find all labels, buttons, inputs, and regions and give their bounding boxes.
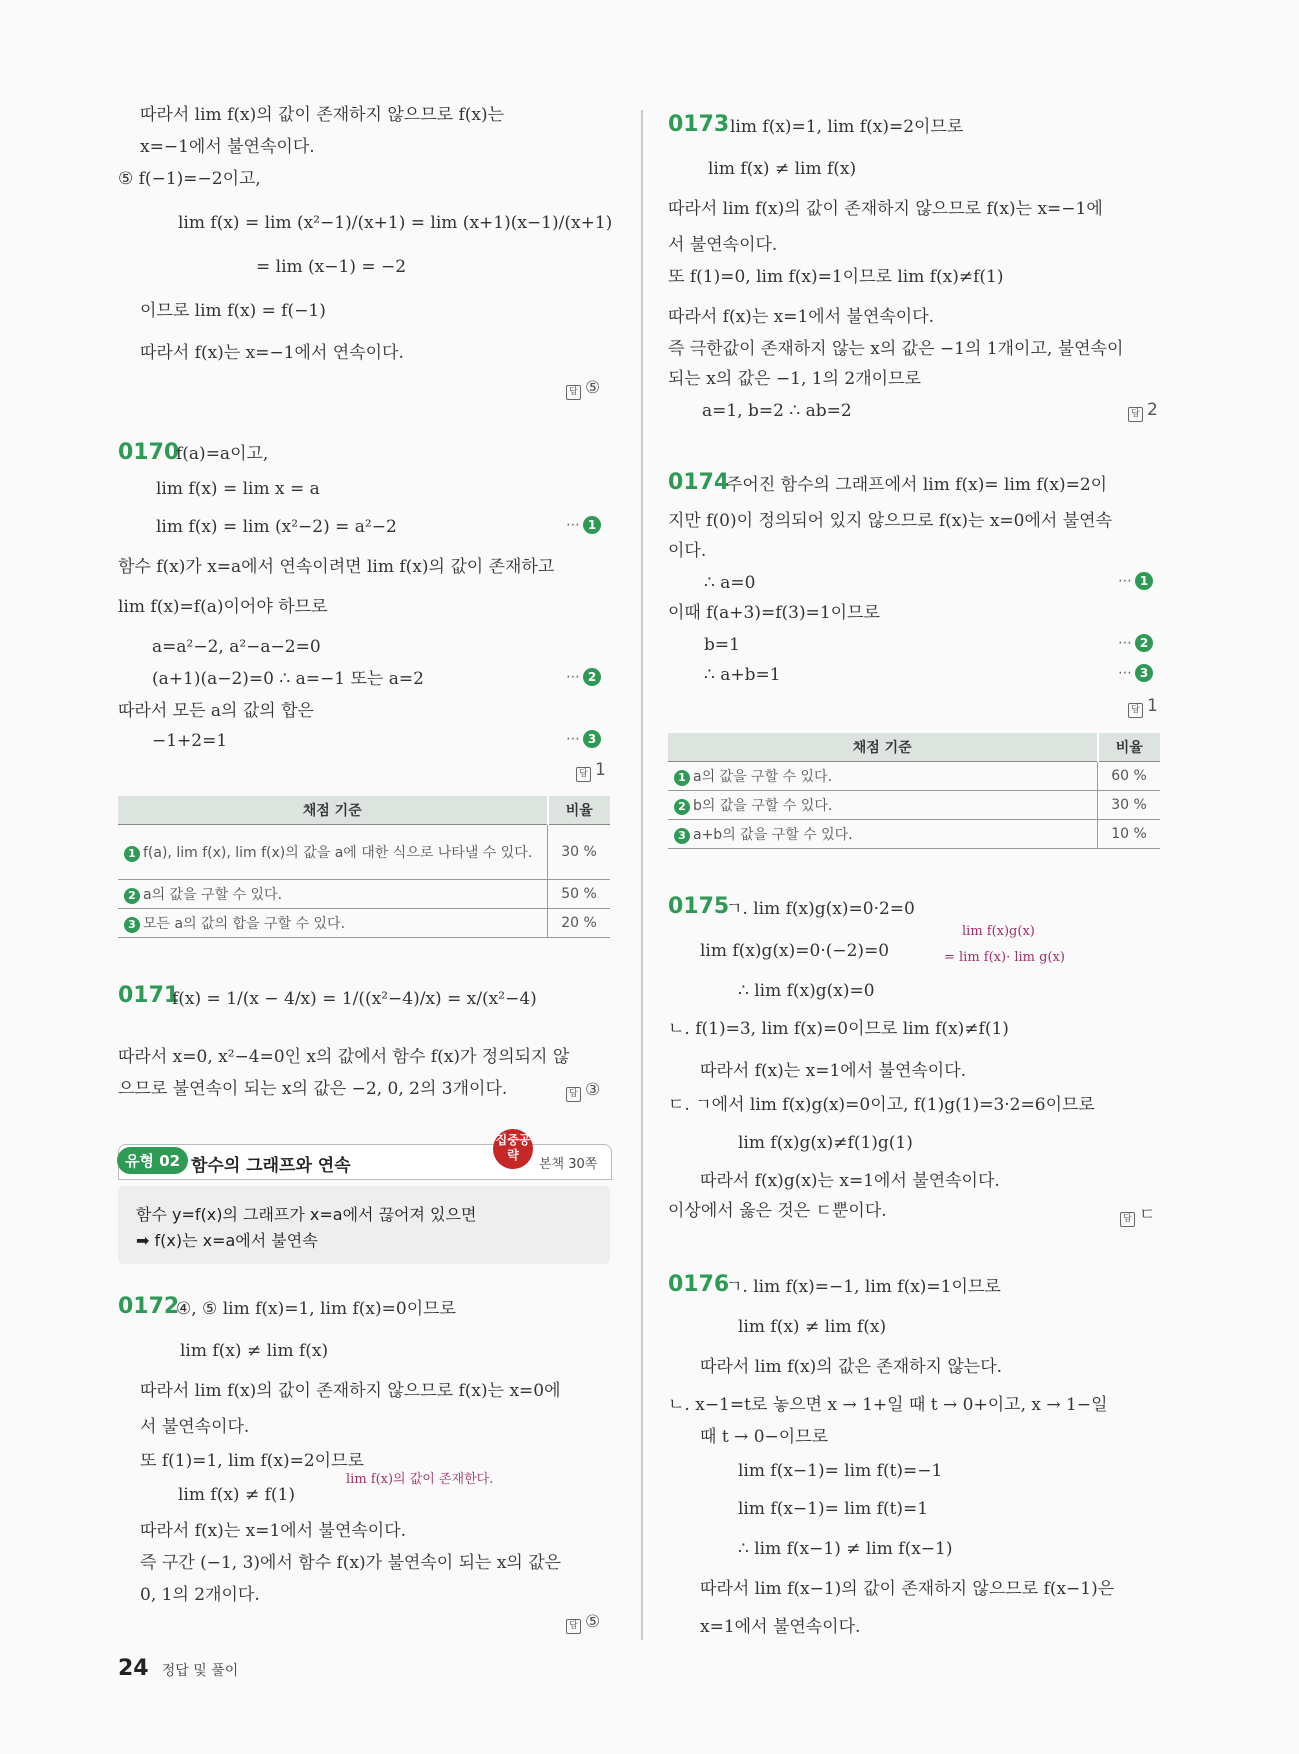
answer-mark: 답 ③ — [566, 1080, 600, 1102]
footer-label: 정답 및 풀이 — [161, 1663, 239, 1679]
formula-line: ∴ lim f(x−1) ≠ lim f(x−1) — [738, 1539, 953, 1559]
text-line: 이때 f(a+3)=f(3)=1이므로 — [668, 603, 880, 623]
problem-number: 0170 — [118, 440, 180, 465]
table-row: 2 b의 값을 구할 수 있다. 30 % — [668, 791, 1160, 820]
text-line: 이상에서 옳은 것은 ㄷ뿐이다. — [668, 1201, 887, 1221]
text-line: ④, ⑤ lim f(x)=1, lim f(x)=0이므로 — [176, 1299, 456, 1319]
formula-line: a=1, b=2 ∴ ab=2 — [702, 401, 852, 421]
formula-line: = lim (x−1) = −2 — [256, 257, 407, 277]
annotation-note: lim f(x)의 값이 존재한다. — [346, 1472, 494, 1487]
text-line: 따라서 f(x)g(x)는 x=1에서 불연속이다. — [700, 1171, 1000, 1191]
problem-number: 0176 — [668, 1272, 730, 1297]
table-row: 3 a+b의 값을 구할 수 있다. 10 % — [668, 820, 1160, 849]
text-line: 때 t → 0−이므로 — [700, 1427, 829, 1447]
formula-line: lim f(x) ≠ f(1) — [178, 1485, 295, 1505]
text-line: ㄱ. lim f(x)=−1, lim f(x)=1이므로 — [726, 1277, 1001, 1297]
step-marker: ⋯ 3 — [1118, 664, 1153, 682]
answer-icon: 답 — [1128, 407, 1143, 422]
text-line: 또 f(1)=1, lim f(x)=2이므로 — [140, 1451, 364, 1471]
formula-line: lim f(x) ≠ lim f(x) — [180, 1341, 329, 1361]
text-line: 따라서 f(x)는 x=−1에서 연속이다. — [140, 343, 404, 363]
text-line: 지만 f(0)이 정의되어 있지 않으므로 f(x)는 x=0에서 불연속 — [668, 511, 1113, 531]
text-line: f(a)=a이고, — [176, 444, 269, 464]
text-line: 또 f(1)=0, lim f(x)=1이므로 lim f(x)≠f(1) — [668, 267, 1004, 287]
table-header: 채점 기준 — [118, 796, 548, 825]
answer-icon: 답 — [566, 385, 581, 400]
table-row: 2 a의 값을 구할 수 있다. 50 % — [118, 880, 610, 909]
text-line: 따라서 lim f(x−1)의 값이 존재하지 않으므로 f(x−1)은 — [700, 1579, 1115, 1599]
step-marker: ⋯ 1 — [566, 516, 601, 534]
answer-mark: 답 1 — [576, 760, 606, 782]
answer-icon: 답 — [566, 1619, 581, 1634]
text-line: ㄴ. f(1)=3, lim f(x)=0이므로 lim f(x)≠f(1) — [668, 1019, 1009, 1039]
answer-mark: 답 1 — [1128, 696, 1158, 718]
formula-line: a=a²−2, a²−a−2=0 — [152, 637, 321, 657]
table-row: 1 f(a), lim f(x), lim f(x)의 값을 a에 대한 식으로 나타낼 수 있다. 30 % — [118, 825, 610, 880]
text-line: 서 불연속이다. — [140, 1417, 250, 1437]
table-header: 채점 기준 — [668, 733, 1098, 762]
text-line: 따라서 f(x)는 x=1에서 불연속이다. — [700, 1061, 967, 1081]
answer-icon: 답 — [1120, 1212, 1135, 1227]
text-line: 되는 x의 값은 −1, 1의 2개이므로 — [668, 369, 921, 389]
formula-line: lim f(x)g(x)=0·(−2)=0 — [700, 941, 890, 961]
answer-mark: 답 ⑤ — [566, 1612, 600, 1634]
grading-table — [118, 796, 610, 938]
formula-line: lim f(x) ≠ lim f(x) — [738, 1317, 887, 1337]
text-line: 함수 f(x)가 x=a에서 연속이려면 lim f(x)의 값이 존재하고 — [118, 557, 555, 577]
column-divider — [641, 110, 643, 1640]
formula-line: (a+1)(a−2)=0 ∴ a=−1 또는 a=2 — [152, 669, 424, 689]
table-header: 비율 — [548, 796, 611, 825]
annotation-note: lim f(x)g(x) — [962, 924, 1035, 939]
formula-line: lim f(x−1)= lim f(t)=−1 — [738, 1461, 943, 1481]
text-line: ⑤ f(−1)=−2이고, — [118, 169, 261, 189]
answer-mark: 답 ⑤ — [566, 378, 600, 400]
text-line: 따라서 lim f(x)의 값은 존재하지 않는다. — [700, 1357, 1003, 1377]
answer-icon: 답 — [1128, 703, 1143, 718]
formula-line: ∴ a=0 — [704, 573, 756, 593]
text-line: 이므로 lim f(x) = f(−1) — [140, 301, 326, 321]
text-line: 따라서 모든 a의 값의 합은 — [118, 701, 314, 721]
formula-line: lim f(x)g(x)≠f(1)g(1) — [738, 1133, 913, 1153]
answer-mark: 답 ㄷ — [1120, 1200, 1155, 1227]
book-reference: 본책 30쪽 — [539, 1157, 598, 1172]
formula-line: lim f(x) = lim x = a — [156, 479, 320, 499]
text-line: ㄱ. lim f(x)g(x)=0·2=0 — [726, 899, 915, 919]
text-line: 따라서 f(x)는 x=1에서 불연속이다. — [140, 1521, 407, 1541]
problem-number: 0171 — [118, 983, 180, 1008]
formula-line: lim f(x) = lim (x²−1)/(x+1) = lim (x+1)(x−1)/(x+1) — [178, 213, 613, 233]
text-line: 으므로 불연속이 되는 x의 값은 −2, 0, 2의 3개이다. — [118, 1079, 508, 1099]
text-line: x=−1에서 불연속이다. — [140, 137, 315, 157]
formula-line: b=1 — [704, 635, 740, 655]
text-line: 따라서 f(x)는 x=1에서 불연속이다. — [668, 307, 935, 327]
text-line: 따라서 lim f(x)의 값이 존재하지 않으므로 f(x)는 — [140, 105, 505, 125]
grading-table — [668, 733, 1160, 849]
text-line: 서 불연속이다. — [668, 235, 778, 255]
annotation-note: = lim f(x)· lim g(x) — [944, 950, 1065, 965]
page-footer — [118, 1656, 238, 1681]
step-marker: ⋯ 3 — [566, 730, 601, 748]
focus-badge: 집중공략 — [493, 1129, 533, 1169]
page-number: 24 — [118, 1656, 149, 1681]
text-line: 0, 1의 2개이다. — [140, 1585, 260, 1605]
summary-line: 함수 y=f(x)의 그래프가 x=a에서 끊어져 있으면 — [136, 1205, 477, 1224]
problem-number: 0172 — [118, 1294, 180, 1319]
step-marker: ⋯ 1 — [1118, 572, 1153, 590]
problem-number: 0174 — [668, 470, 730, 495]
formula-line: lim f(x) = lim (x²−2) = a²−2 — [156, 517, 397, 537]
formula-line: lim f(x) ≠ lim f(x) — [708, 159, 857, 179]
text-line: 이다. — [668, 541, 707, 561]
table-row: 1 a의 값을 구할 수 있다. 60 % — [668, 762, 1160, 791]
type-badge: 유형 02 — [117, 1147, 188, 1174]
table-row: 3 모든 a의 값의 합을 구할 수 있다. 20 % — [118, 909, 610, 938]
text-line: 따라서 lim f(x)의 값이 존재하지 않으므로 f(x)는 x=0에 — [140, 1381, 561, 1401]
answer-mark: 답 2 — [1128, 400, 1158, 422]
text-line: x=1에서 불연속이다. — [700, 1617, 861, 1637]
answer-icon: 답 — [576, 767, 591, 782]
text-line: lim f(x)=f(a)이어야 하므로 — [118, 597, 328, 617]
formula-line: lim f(x−1)= lim f(t)=1 — [738, 1499, 929, 1519]
type-summary-box — [118, 1186, 610, 1264]
problem-number: 0173 — [668, 112, 730, 137]
text-line: ㄴ. x−1=t로 놓으면 x → 1+일 때 t → 0+이고, x → 1−일 — [668, 1395, 1108, 1415]
formula-line: ∴ a+b=1 — [704, 665, 781, 685]
type-title: 함수의 그래프와 연속 — [191, 1156, 351, 1176]
text-line: 즉 구간 (−1, 3)에서 함수 f(x)가 불연속이 되는 x의 값은 — [140, 1553, 562, 1573]
step-marker: ⋯ 2 — [566, 668, 601, 686]
text-line: ㄷ. ㄱ에서 lim f(x)g(x)=0이고, f(1)g(1)=3·2=6이므로 — [668, 1095, 1095, 1115]
problem-number: 0175 — [668, 894, 730, 919]
step-marker: ⋯ 2 — [1118, 634, 1153, 652]
text-line: 따라서 x=0, x²−4=0인 x의 값에서 함수 f(x)가 정의되지 않 — [118, 1047, 570, 1067]
formula-line: ∴ lim f(x)g(x)=0 — [738, 981, 875, 1001]
answer-icon: 답 — [566, 1087, 581, 1102]
formula-line: f(x) = 1/(x − 4/x) = 1/((x²−4)/x) = x/(x²−4) — [172, 989, 537, 1009]
summary-line: ➡ f(x)는 x=a에서 불연속 — [136, 1231, 318, 1250]
text-line: 따라서 lim f(x)의 값이 존재하지 않으므로 f(x)는 x=−1에 — [668, 199, 1103, 219]
table-header: 비율 — [1098, 733, 1161, 762]
type-header — [118, 1133, 612, 1180]
formula-line: −1+2=1 — [152, 731, 228, 751]
text-line: 즉 극한값이 존재하지 않는 x의 값은 −1의 1개이고, 불연속이 — [668, 339, 1124, 359]
text-line: lim f(x)=1, lim f(x)=2이므로 — [730, 117, 964, 137]
text-line: 주어진 함수의 그래프에서 lim f(x)= lim f(x)=2이 — [726, 475, 1108, 495]
